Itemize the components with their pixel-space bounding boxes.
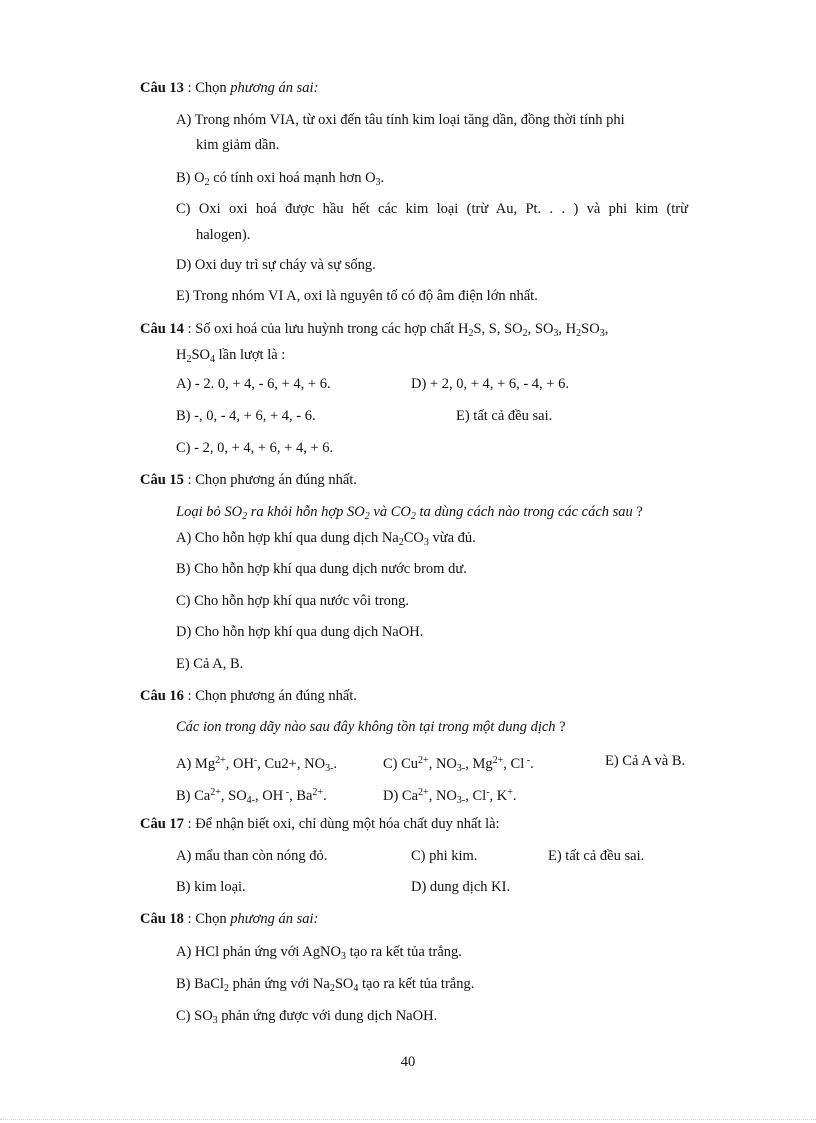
question-17-label: Câu 17 — [140, 816, 184, 832]
q16-option-c: C) $Cu^{2+}$, $NO_{3-}$, $Mg^{2+}$, Cl -. — [383, 755, 534, 774]
q17-option-c: C) phi kim. — [411, 848, 478, 864]
question-13-sep: : Chọn — [183, 80, 231, 96]
page-bottom-divider — [0, 1119, 816, 1120]
q18-option-b: B) BaCl$_2$ phản ứng với $Na_2SO_4$ tạo ra kết tủa trắng. — [176, 976, 475, 994]
question-13-label: Câu 13 — [140, 80, 184, 96]
question-15-label: Câu 15 — [140, 472, 184, 488]
q17-option-d: D) dung dịch KI. — [411, 879, 511, 895]
q16-option-b: B) $Ca^{2+}$, $SO_{4-}$, OH -, $Ba^{2+}$. — [176, 787, 327, 806]
q14-option-d: D) + 2, 0, + 4, + 6, - 4, + 6. — [411, 376, 569, 392]
q17-option-b: B) kim loại. — [176, 879, 246, 895]
q16-option-e: E) Cả A và B. — [605, 753, 686, 769]
q16-option-a: A) $Mg^{2+}$, OH-, Cu2+, $NO_{3-}$. — [176, 755, 338, 774]
question-15-header: Câu 15 : Chọn phương án đúng nhất. — [140, 472, 357, 488]
q14-option-b: B) -, 0, - 4, + 6, + 4, - 6. — [176, 408, 316, 424]
q15-option-b: B) Cho hỗn hợp khí qua dung dịch nước brom dư. — [176, 561, 467, 577]
q18-option-a: A) HCl phản ứng với AgNO$_3$ tạo ra kết tủa trắng. — [176, 944, 462, 962]
q13-option-b: B) $O_2$ có tính oxi hoá mạnh hơn $O_3$. — [176, 170, 385, 188]
q14-option-e: E) tất cả đều sai. — [456, 408, 553, 424]
q13-option-d: D) Oxi duy trì sự cháy và sự sống. — [176, 257, 376, 273]
q17-option-e: E) tất cả đều sai. — [548, 848, 645, 864]
question-16-header: Câu 16 : Chọn phương án đúng nhất. — [140, 688, 357, 704]
q17-option-a: A) mẩu than còn nóng đỏ. — [176, 848, 328, 864]
question-14-stem-line2: $H_2SO_4$ lần lượt là : — [176, 347, 286, 365]
q13-option-a-line1: A) Trong nhóm VIA, từ oxi đến tâu tính kim loại tăng dần, đồng thời tính phi — [176, 112, 625, 128]
q15-option-a: A) Cho hỗn hợp khí qua dung dịch $Na_2CO_3$ vừa đủ. — [176, 530, 476, 548]
q13-option-c-line1: C) Oxi oxi hoá được hầu hết các kim loại (trừ Au, Pt. . . ) và phi kim (trừ — [176, 201, 688, 217]
page-number: 40 — [400, 1054, 416, 1070]
q15-option-c: C) Cho hỗn hợp khí qua nước vôi trong. — [176, 593, 410, 609]
question-18-header: Câu 18 : Chọn phương án sai: — [140, 911, 319, 927]
question-16-prompt: Các ion trong dãy nào sau đây không tồn tại trong một dung dịch ? — [176, 719, 566, 735]
question-18-label: Câu 18 — [140, 911, 184, 927]
question-14-label: Câu 14 — [140, 321, 184, 337]
q13-option-e: E) Trong nhóm VI A, oxi là nguyên tố có độ âm điện lớn nhất. — [176, 288, 538, 304]
question-16-label: Câu 16 — [140, 688, 184, 704]
q15-option-d: D) Cho hỗn hợp khí qua dung dịch NaOH. — [176, 624, 424, 640]
q13-option-c-line2: halogen). — [196, 227, 251, 243]
q18-option-c: C) $SO_3$ phản ứng được với dung dịch NaOH. — [176, 1008, 438, 1026]
question-13-header — [140, 79, 318, 97]
question-13-instruction: phương án sai: — [230, 80, 319, 96]
question-14-header: Câu 14 : Số oxi hoá của lưu huỳnh trong các hợp chất $H_2S$, S, $SO_2$, $SO_3$, $H_2SO_3$, — [140, 321, 609, 339]
question-15-prompt: Loại bỏ $SO_2$ ra khỏi hỗn hợp $SO_2$ và $CO_2$ ta dùng cách nào trong các cách sau ? — [176, 504, 643, 522]
q16-option-d: D) $Ca^{2+}$, $NO_{3-}$, Cl-, K+. — [383, 787, 517, 806]
question-17-header: Câu 17 : Để nhận biết oxi, chỉ dùng một hóa chất duy nhất là: — [140, 816, 500, 832]
q14-option-c: C) - 2, 0, + 4, + 6, + 4, + 6. — [176, 440, 334, 456]
question-18-instruction: phương án sai: — [230, 911, 319, 927]
q13-option-a-line2: kim giảm dần. — [196, 137, 280, 153]
q15-option-e: E) Cả A, B. — [176, 656, 244, 672]
q14-option-a: A) - 2. 0, + 4, - 6, + 4, + 6. — [176, 376, 331, 392]
